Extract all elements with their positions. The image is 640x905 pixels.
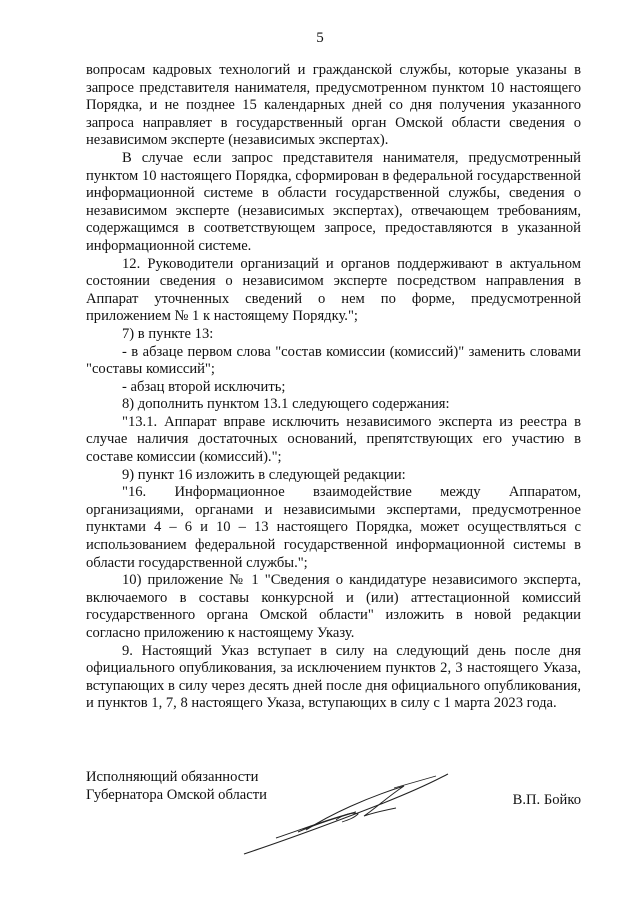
paragraph-7: 8) дополнить пунктом 13.1 следующего содержания: [122, 396, 450, 413]
handwritten-signature [236, 768, 456, 863]
signature-block [86, 768, 581, 888]
paragraph-10: "16. Информационное взаимодействие между Аппаратом, организациями, органами и независимыми экспертами, предусмотренное пунктами 4 – 6 и 10 – 13 настоящего Порядка, может осуществляться с использованием федеральной государственной информационной системы в области государственной службы."; [86, 484, 581, 571]
paragraph-5: - в абзаце первом слова "состав комиссии (комиссий)" заменить словами "составы комиссий"; [86, 343, 581, 378]
signatory-position-line-2: Губернатора Омской области [86, 787, 267, 803]
signatory-position-line-1: Исполняющий обязанности [86, 769, 259, 785]
paragraph-8: "13.1. Аппарат вправе исключить независимого эксперта из реестра в случае наличия достаточных оснований, препятствующих его участию в составе комиссии (комиссий)."; [86, 413, 581, 466]
paragraph-9: 9) пункт 16 изложить в следующей редакции: [122, 466, 406, 483]
page-number: 5 [316, 30, 324, 46]
paragraph-11: 10) приложение № 1 "Сведения о кандидатуре независимого эксперта, включаемого в составы конкурсной и (или) аттестационной комиссий государственного органа Омской области" изложить в новой редакции согласно приложению к настоящему Указу. [86, 572, 581, 641]
paragraph-4: 7) в пункте 13: [122, 325, 214, 342]
paragraph-2: В случае если запрос представителя нанимателя, предусмотренный пунктом 10 настоящего Порядка, сформирован в федеральной государственной информационной системе в области государственной службы, сведения о независимом эксперте (независимых экспертах), отвечающем требованиям, содержащимся в соответствующем запросе, предоставляются в указанной информационной системе. [86, 149, 581, 254]
paragraph-6: - абзац второй исключить; [122, 378, 286, 395]
paragraph-3: 12. Руководители организаций и органов поддерживают в актуальном состоянии сведения о независимом эксперте посредством направления в Аппарат уточненных сведений о нем по форме, предусмотренной приложением № 1 к настоящему Порядку."; [86, 255, 581, 325]
paragraph-1: вопросам кадровых технологий и гражданской службы, которые указаны в запросе представителя нанимателя, предусмотренном пунктом 10 настоящего Порядка, и не позднее 15 календарных дней со дня получения указанного запроса направляет в государственный орган Омской области сведения о независимом эксперте (независимых экспертах). [86, 62, 581, 149]
signatory-name: В.П. Бойко [512, 792, 581, 808]
document-body [86, 62, 581, 713]
paragraph-12: 9. Настоящий Указ вступает в силу на следующий день после дня официального опубликования, за исключением пунктов 2, 3 настоящего Указа, вступающих в силу через десять дней после дня официального опубликования, и пунктов 1, 7, 8 настоящего Указа, вступающих в силу с 1 марта 2023 года. [86, 642, 581, 712]
